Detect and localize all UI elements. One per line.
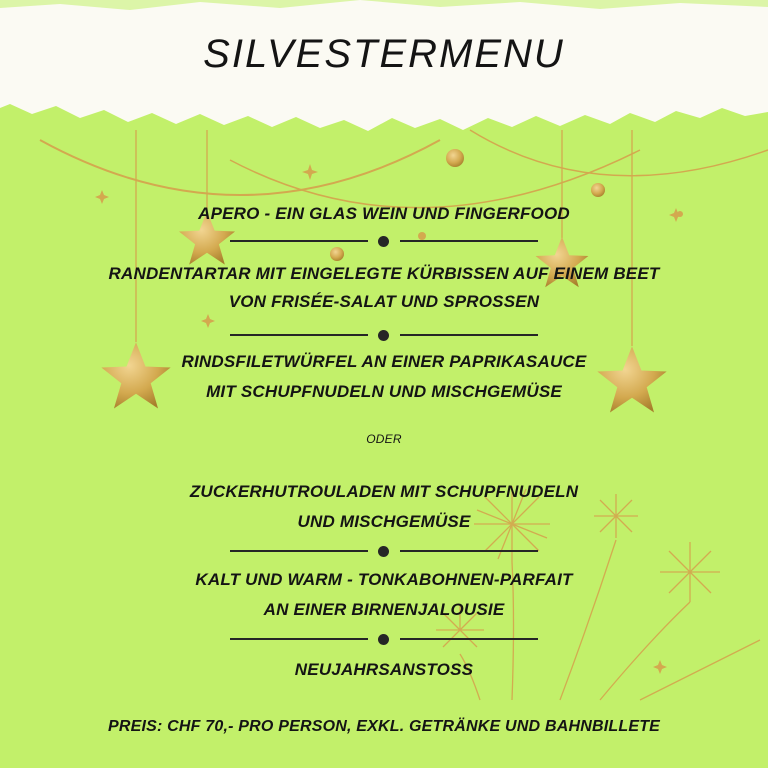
garland-swag-2 — [230, 150, 640, 208]
course-4-line-1: ZUCKERHUTROULADEN MIT SCHUPFNUDELN — [189, 482, 579, 501]
course-2-line-2: VON FRISÉE-SALAT UND SPROSSEN — [228, 292, 540, 311]
course-3-line-2: MIT SCHUPFNUDELN UND MISCHGEMÜSE — [206, 382, 562, 401]
course-4-line-2: UND MISCHGEMÜSE — [297, 512, 471, 531]
course-2-line-1: RANDENTARTAR MIT EINGELEGTE KÜRBISSEN AUF EINEM BEET — [108, 264, 660, 283]
garland-swag-3 — [470, 130, 768, 176]
course-3-line-1: RINDSFILETWÜRFEL AN EINER PAPRIKASAUCE — [181, 352, 587, 371]
course-1-line-1: APERO - EIN GLAS WEIN UND FINGERFOOD — [198, 204, 570, 223]
divider-4 — [230, 632, 538, 646]
separator-oder: ODER — [366, 432, 402, 446]
divider-3 — [230, 544, 538, 558]
page-title: SILVESTERMENU — [203, 32, 565, 76]
garland-swag-1 — [40, 140, 440, 195]
course-5-line-2: AN EINER BIRNENJALOUSIE — [263, 600, 505, 619]
course-5-line-1: KALT UND WARM - TONKABOHNEN-PARFAIT — [195, 570, 573, 589]
divider-2 — [230, 328, 538, 342]
price-note: PREIS: CHF 70,- PRO PERSON, EXKL. GETRÄNKE UND BAHNBILLETE — [107, 718, 661, 735]
divider-1 — [230, 234, 538, 248]
course-6-line-1: NEUJAHRSANSTOSS — [294, 660, 474, 679]
